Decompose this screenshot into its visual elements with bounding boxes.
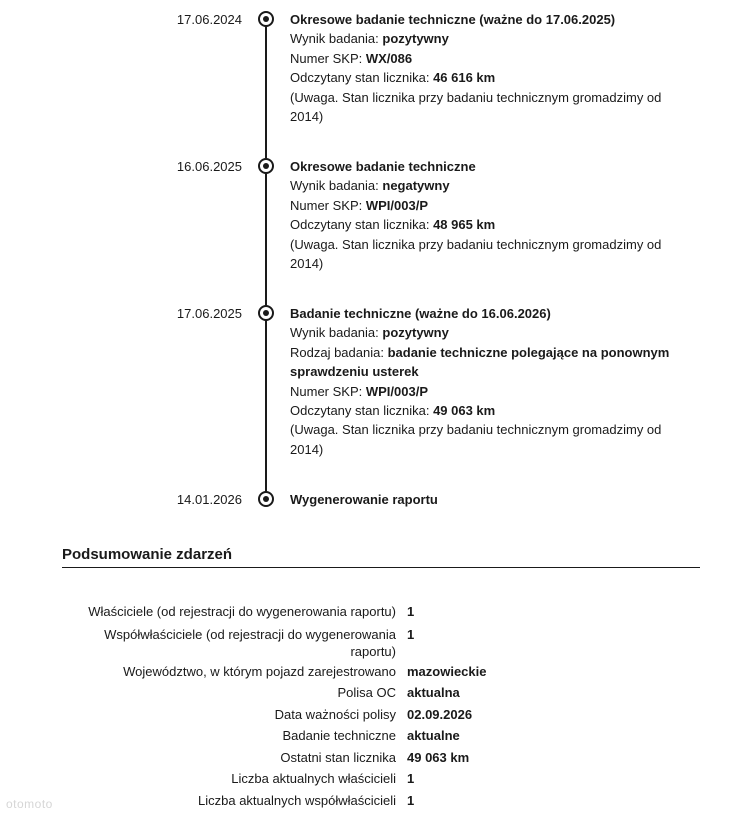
event-line-label: Odczytany stan licznika: [290,403,434,419]
event-line-label: Odczytany stan licznika: [290,217,434,233]
timeline-dot-icon [258,491,274,507]
event-line-label: Wynik badania: [290,178,383,194]
event-line [290,176,690,195]
event-line-value: WX/086 [365,50,413,66]
event-line [290,382,690,401]
event-details [290,10,690,126]
timeline-dot-icon [258,158,274,174]
event-note-text: (Uwaga. Stan licznika przy badaniu technicznym gromadzimy od 2014) [290,236,662,272]
summary-label: Właściciele (od rejestracji do wygenerowania raportu) [88,604,396,619]
summary-label: Polisa OC [337,685,396,700]
event-line [290,343,690,382]
event-line-label: Rodzaj badania: [290,344,388,360]
summary-value: mazowieckie [407,664,487,679]
summary-value: 1 [407,604,415,619]
timeline-dot-icon [258,305,274,321]
event-line [290,323,690,342]
event-details [290,490,690,509]
event-line [290,401,690,420]
event-note [290,420,690,459]
event-line [290,49,690,68]
event-line [290,29,690,48]
summary-label: Ostatni stan licznika [280,750,396,765]
event-line-value: 46 616 km [433,70,496,86]
event-note-text: (Uwaga. Stan licznika przy badaniu technicznym gromadzimy od 2014) [290,422,662,457]
summary-value: 02.09.2026 [407,707,473,722]
event-title: Wygenerowanie raportu [290,492,438,507]
event-date: 14.01.2026 [176,492,242,507]
timeline-dot-icon [258,11,274,27]
event-line-value: badanie techniczne polegające na ponownym sprawdzeniu usterek [290,344,670,380]
event-line-value: 48 965 km [433,217,496,233]
event-line [290,196,690,215]
event-line-value: pozytywny [382,31,449,47]
event-line-label: Odczytany stan licznika: [290,70,434,86]
summary-value: 1 [407,627,415,642]
event-date: 17.06.2024 [176,12,242,27]
watermark-logo: otomoto [6,797,53,811]
event-line-label: Numer SKP: [290,50,366,66]
summary-label: Współwłaściciele (od rejestracji do wygenerowania raportu) [104,627,396,659]
event-date: 17.06.2025 [176,306,242,321]
event-note [290,235,690,274]
summary-label: Badanie techniczne [282,728,396,743]
event-line-label: Wynik badania: [290,31,383,47]
summary-value: aktualne [407,728,460,743]
event-details [290,304,690,459]
event-line-value: WPI/003/P [365,383,428,399]
event-line-value: negatywny [382,178,450,194]
event-title: Okresowe badanie techniczne [290,159,476,174]
summary-value: 49 063 km [407,750,470,765]
event-note-text: (Uwaga. Stan licznika przy badaniu technicznym gromadzimy od 2014) [290,89,662,125]
timeline-line [265,18,267,500]
event-line [290,215,690,234]
event-line-value: pozytywny [382,325,449,341]
event-date: 16.06.2025 [176,159,242,174]
event-line-value: WPI/003/P [365,197,428,213]
summary-value: aktualna [407,685,460,700]
event-note [290,88,690,127]
summary-label: Data ważności polisy [274,707,396,722]
summary-title: Podsumowanie zdarzeń [62,546,233,563]
summary-divider [62,567,700,568]
event-details [290,157,690,273]
event-line-label: Numer SKP: [290,197,366,213]
summary-label: Liczba aktualnych współwłaścicieli [198,793,396,808]
summary-label: Liczba aktualnych właścicieli [231,771,396,786]
event-line-value: 49 063 km [433,403,496,419]
summary-value: 1 [407,793,415,808]
event-line [290,68,690,87]
event-title: Badanie techniczne (ważne do 16.06.2026) [290,306,551,321]
summary-value: 1 [407,771,415,786]
event-line-label: Numer SKP: [290,383,366,399]
event-line-label: Wynik badania: [290,325,383,341]
event-title: Okresowe badanie techniczne (ważne do 17.06.2025) [290,12,616,27]
summary-label: Województwo, w którym pojazd zarejestrowano [123,664,396,679]
